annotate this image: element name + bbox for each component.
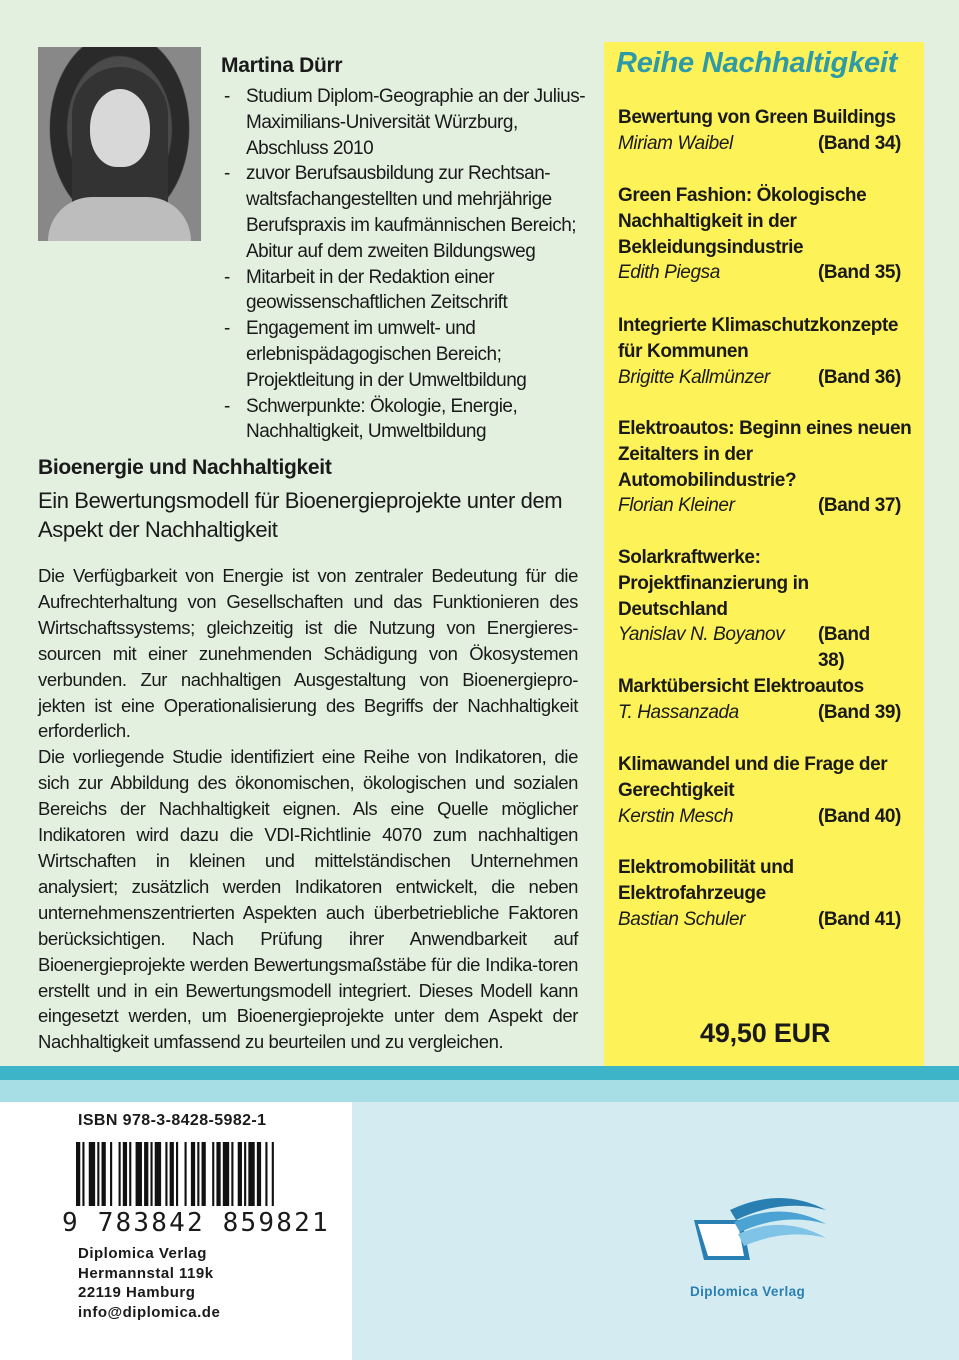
series-book-title: Bewertung von Green Buildings [618,107,896,128]
series-book-band: (Band 37) [818,495,901,517]
barcode-bar [97,1142,99,1206]
barcode-digits: 9 783842 859821 [62,1208,330,1238]
series-book-author: Bastian Schuler [618,908,746,930]
divider-band [0,1066,959,1080]
barcode-bar [102,1142,106,1206]
series-book-band: (Band 36) [818,366,901,388]
series-book-author: Miriam Waibel [618,132,733,154]
series-book [618,313,918,391]
publisher-street: Hermannstal 119k [78,1264,214,1282]
divider-band-light [0,1080,959,1102]
barcode-bar [244,1142,246,1206]
barcode-bar [123,1142,127,1206]
barcode-bar [89,1142,95,1206]
barcode-bar [265,1142,267,1206]
bio-item: - Mitarbeit in der Redaktion einer geowissenschaftlichen Zeitschrift [220,265,590,317]
series-book [618,674,918,726]
series-book-title: Elektroautos: Beginn eines neuen Zeitalters in der Automobilindustrie? [618,418,912,491]
series-book [618,416,918,519]
barcode-bar [223,1142,229,1206]
bio-item: - Engagement im umwelt- und erlebnispädagogischen Bereich; Projektleitung in der Umweltbildung [220,316,590,393]
description-paragraph: Die Verfügbarkeit von Energie ist von zentraler Bedeutung für die Aufrechterhaltung von Gesellschaften und das Funktionieren des Wirtschaftssystems; gleichzeitig ist die Nutzung von Energieres-sourcen mit einer zunehmenden Schädigung von Ökosystemen verbunden. Zur nachhaltigen Ausgestaltung von Bioenergiepro-jekten ist eine Operationalisierung des Begriffs der Nachhaltigkeit erforderlich. [38,565,578,742]
series-book-title: Klimawandel und die Frage der Gerechtigkeit [618,754,888,801]
publisher-name: Diplomica Verlag [78,1245,207,1262]
book-subtitle: Ein Bewertungsmodell für Bioenergieprojekte unter dem Aspekt der Nachhaltigkeit [38,488,563,542]
author-bio-list [220,84,590,445]
series-book-author: Florian Kleiner [618,495,735,517]
series-book-author: T. Hassanzada [618,701,739,723]
series-book-author: Yanislav N. Boyanov [618,624,785,646]
series-book [618,752,908,830]
series-book-author: Brigitte Kallmünzer [618,366,770,388]
series-book-band: (Band 40) [818,805,901,827]
barcode-bar [212,1142,214,1206]
series-book-band: (Band 38) [818,624,870,672]
series-heading: Reihe Nachhaltigkeit [616,47,898,79]
barcode-bar [257,1142,261,1206]
series-book-title: Marktübersicht Elektroautos [618,676,864,697]
publisher-email: info@diplomica.de [78,1303,221,1321]
barcode-bar [82,1142,84,1206]
bio-item: - zuvor Berufsausbildung zur Rechtsan-waltsfachangestellten und mehrjährige Berufspraxis im kaufmännischen Bereich; Abitur auf dem zweiten Bildungsweg [220,161,590,264]
publisher-logo-icon [690,1190,830,1290]
barcode-bar [170,1142,174,1206]
series-book-band: (Band 39) [818,701,901,723]
barcode-bar [136,1142,142,1206]
publisher-logo-text: Diplomica Verlag [690,1284,806,1299]
series-book-title: Integrierte Klimaschutzkonzepte für Kommunen [618,315,899,362]
series-book-band: (Band 35) [818,262,901,284]
barcode-bar [185,1142,187,1206]
author-name: Martina Dürr [221,54,343,77]
description-paragraph: Die vorliegende Studie identifiziert eine Reihe von Indikatoren, die sich zur Abbildung des ökonomischen, ökologischen und sozialen Bereichs der Nachhaltigkeit eignen. Als eine Quelle möglicher Indikatoren wird dazu die VDI-Richtlinie 4070 zum nachhaltigen Wirtschaften in kleinen und mittelständischen Unternehmen analysiert; zusätzlich werden Indikatoren entwickelt, die neben unternehmenszentrierten Aspekten auch überbetriebliche Faktoren berücksichtigen. Nach Prüfung ihrer Anwendbarkeit auf Bioenergieprojekte werden Bewertungsmaßstäbe für die Indika-toren erstellt und in ein Bewertungsmodell integriert. Dieses Modell kann eingesetzt werden, um Bioenergieprojekte unter dem Aspekt der Nachhaltigkeit umfassend zu beurteilen und zu vergleichen. [38,746,578,1053]
series-book-title: Green Fashion: Ökologische Nachhaltigkeit in der Bekleidungsindustrie [618,185,867,258]
barcode-bar [248,1142,254,1206]
author-photo [38,47,201,241]
barcode-bar [155,1142,161,1206]
barcode-bar [272,1142,274,1206]
barcode-bar [165,1142,167,1206]
bio-item: - Schwerpunkte: Ökologie, Energie, Nachhaltigkeit, Umweltbildung [220,394,590,446]
publisher-city: 22119 Hamburg [78,1284,196,1301]
book-description [38,563,578,1055]
barcode-bar [216,1142,220,1206]
barcode-bar [176,1142,178,1206]
barcode-bar [110,1142,112,1206]
barcode-bar [191,1142,195,1206]
series-book-band: (Band 34) [818,132,901,154]
barcode-bar [231,1142,233,1206]
series-book [618,855,901,933]
barcode-bar [197,1142,199,1206]
barcode-bar [119,1142,121,1206]
isbn-label: ISBN 978-3-8428-5982-1 [78,1112,267,1129]
series-book [618,105,918,157]
barcode-bar [76,1142,80,1206]
series-book [618,183,908,286]
book-title: Bioenergie und Nachhaltigkeit [38,456,332,479]
series-book-title: Solarkraftwerke: Projektfinanzierung in Deutschland [618,547,809,620]
publisher-address [78,1244,220,1322]
barcode-bar [202,1142,206,1206]
barcode-bar [238,1142,242,1206]
series-book-title: Elektromobilität und Elektrofahrzeuge [618,857,794,904]
barcode-bar [144,1142,148,1206]
series-book-author: Kerstin Mesch [618,805,734,827]
barcode-bar [129,1142,131,1206]
series-book-band: (Band 41) [818,908,901,930]
series-book-author: Edith Piegsa [618,262,720,284]
barcode-bar [150,1142,152,1206]
price: 49,50 EUR [700,1018,831,1048]
series-book [618,545,870,672]
bottom-panel [352,1102,959,1360]
bio-item: - Studium Diplom-Geographie an der Julius-Maximilians-Universität Würzburg, Abschluss 2010 [220,84,590,161]
